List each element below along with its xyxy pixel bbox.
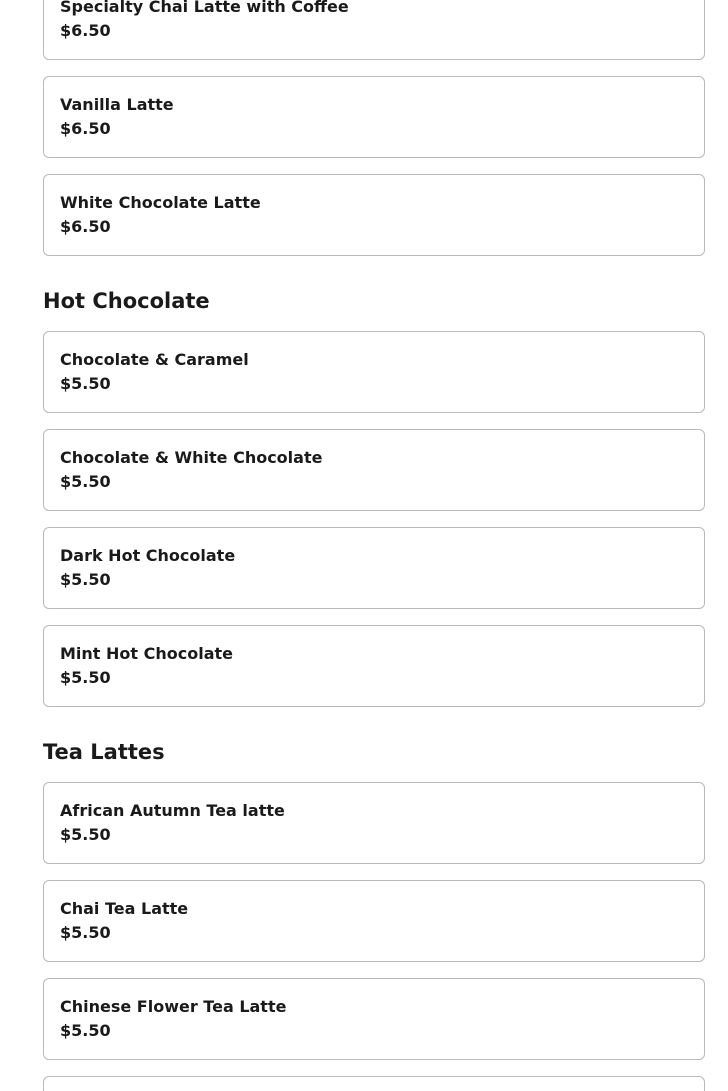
section-title-hot-chocolate: Hot Chocolate — [43, 289, 210, 313]
menu-item-name: Dark Hot Chocolate — [60, 546, 236, 565]
menu-item-name: Vanilla Latte — [60, 95, 174, 114]
section-title-tea-lattes: Tea Lattes — [43, 740, 165, 764]
menu-item-price: $5.50 — [60, 472, 111, 491]
menu-item-price: $6.50 — [60, 21, 111, 40]
menu-list — [43, 0, 705, 1091]
menu-item-card[interactable] — [43, 880, 705, 962]
menu-item-name: Chocolate & White Chocolate — [60, 448, 323, 467]
menu-item-price: $5.50 — [60, 1021, 111, 1040]
menu-item-name: Mint Hot Chocolate — [60, 644, 233, 663]
menu-item-price: $5.50 — [60, 668, 111, 687]
menu-item-price: $6.50 — [60, 217, 111, 236]
menu-item-name: African Autumn Tea latte — [60, 801, 285, 820]
menu-item-name: Chai Tea Latte — [60, 899, 189, 918]
menu-item-name: Specialty Chai Latte with Coffee — [60, 0, 349, 16]
menu-item-card[interactable] — [43, 782, 705, 864]
menu-item-name: Chinese Flower Tea Latte — [60, 997, 287, 1016]
menu-item-card[interactable] — [43, 625, 705, 707]
menu-item-card[interactable] — [43, 76, 705, 158]
menu-item-card[interactable] — [43, 429, 705, 511]
menu-item-price: $5.50 — [60, 570, 111, 589]
menu-item-card[interactable] — [43, 174, 705, 256]
menu-item-card[interactable] — [43, 527, 705, 609]
menu-item-card[interactable] — [43, 978, 705, 1060]
menu-item-name: Chocolate & Caramel — [60, 350, 249, 369]
menu-item-price: $5.50 — [60, 923, 111, 942]
menu-item-price: $5.50 — [60, 374, 111, 393]
menu-item-price: $6.50 — [60, 119, 111, 138]
menu-item-card[interactable] — [43, 0, 705, 60]
menu-item-name: White Chocolate Latte — [60, 193, 261, 212]
menu-item-card[interactable] — [43, 331, 705, 413]
menu-item-price: $5.50 — [60, 825, 111, 844]
menu-item-card[interactable] — [43, 1076, 705, 1091]
